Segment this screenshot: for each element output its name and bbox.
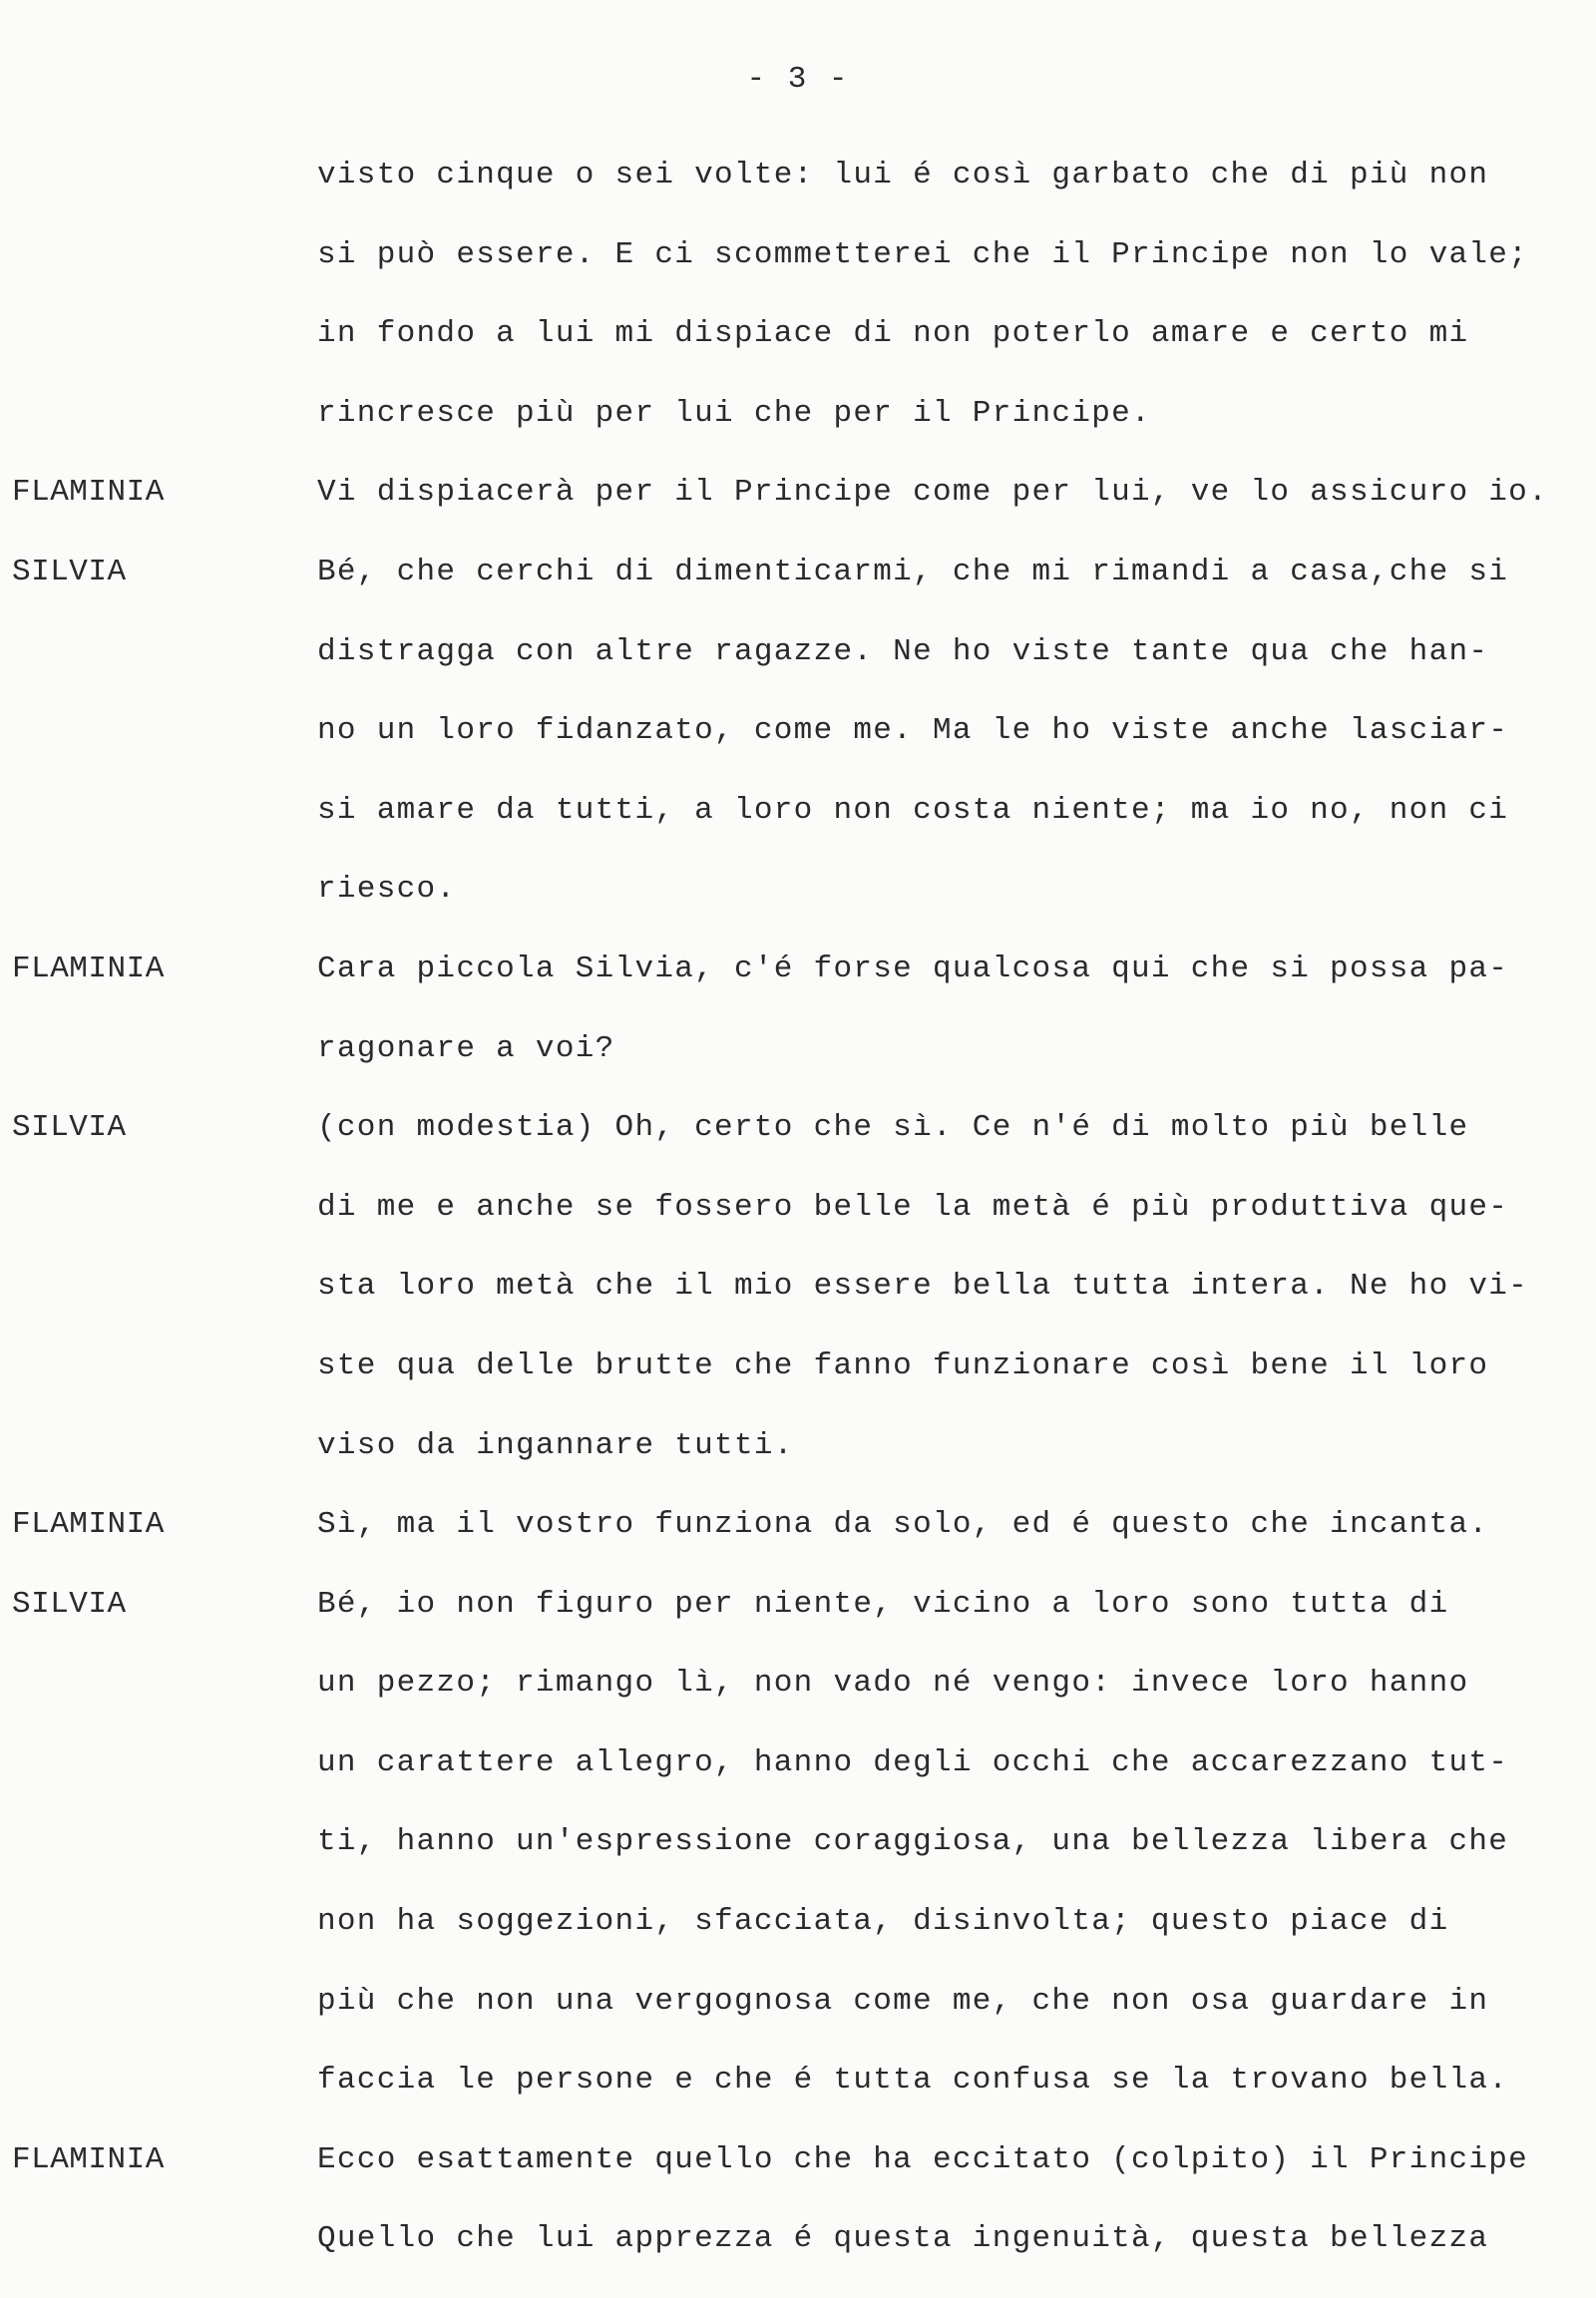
- script-line: [0, 215, 1596, 295]
- script-line: [0, 136, 1596, 215]
- dialogue-text: Bé, io non figuro per niente, vicino a loro sono tutta di: [317, 1586, 1449, 1622]
- script-line: [0, 2199, 1596, 2279]
- speaker-name: FLAMINIA: [12, 951, 165, 986]
- script-line: [0, 453, 1596, 533]
- script-line: [0, 612, 1596, 692]
- speaker-name: SILVIA: [12, 1110, 127, 1146]
- script-line: [0, 1962, 1596, 2042]
- speaker-name: SILVIA: [12, 554, 127, 589]
- dialogue-text: ti, hanno un'espressione coraggiosa, una bellezza libera che: [317, 1824, 1509, 1860]
- dialogue-text: no un loro fidanzato, come me. Ma le ho viste anche lasciar-: [317, 713, 1509, 749]
- dialogue-text: (con modestia) Oh, certo che sì. Ce n'é di molto più belle: [317, 1110, 1469, 1146]
- script-line: [0, 1644, 1596, 1724]
- script-line: [0, 1088, 1596, 1168]
- script-line: [0, 2041, 1596, 2120]
- dialogue-text: Quello che lui apprezza é questa ingenuità, questa bellezza: [317, 2221, 1489, 2257]
- script-line: [0, 1882, 1596, 1962]
- dialogue-text: di me e anche se fossero belle la metà é più produttiva que-: [317, 1189, 1509, 1225]
- dialogue-text: ste qua delle brutte che fanno funzionare così bene il loro: [317, 1347, 1489, 1383]
- dialogue-text: Sì, ma il vostro funziona da solo, ed é questo che incanta.: [317, 1507, 1489, 1543]
- script-line: [0, 294, 1596, 374]
- speaker-name: FLAMINIA: [12, 1507, 165, 1543]
- script-line: [0, 1565, 1596, 1645]
- script-line: [0, 850, 1596, 930]
- script-line: [0, 771, 1596, 851]
- dialogue-text: rincresce più per lui che per il Principe.: [317, 395, 1151, 431]
- dialogue-text: si può essere. E ci scommetterei che il Principe non lo vale;: [317, 236, 1529, 272]
- dialogue-text: un carattere allegro, hanno degli occhi che accarezzano tut-: [317, 1744, 1509, 1780]
- script-body: [0, 136, 1596, 2279]
- script-line: [0, 1724, 1596, 1803]
- dialogue-text: Cara piccola Silvia, c'é forse qualcosa qui che si possa pa-: [317, 951, 1509, 986]
- dialogue-text: più che non una vergognosa come me, che non osa guardare in: [317, 1983, 1489, 2019]
- script-line: [0, 1802, 1596, 1882]
- dialogue-text: Vi dispiacerà per il Principe come per lui, ve lo assicuro io.: [317, 475, 1548, 511]
- dialogue-text: un pezzo; rimango lì, non vado né vengo: invece loro hanno: [317, 1666, 1469, 1702]
- script-line: [0, 533, 1596, 612]
- speaker-name: SILVIA: [12, 1586, 127, 1622]
- script-line: [0, 2120, 1596, 2200]
- script-line: [0, 374, 1596, 454]
- dialogue-text: Ecco esattamente quello che ha eccitato (colpito) il Principe: [317, 2141, 1529, 2177]
- script-line: [0, 1009, 1596, 1089]
- speaker-name: FLAMINIA: [12, 475, 165, 511]
- dialogue-text: ragonare a voi?: [317, 1030, 615, 1066]
- dialogue-text: si amare da tutti, a loro non costa niente; ma io no, non ci: [317, 792, 1509, 828]
- dialogue-text: viso da ingannare tutti.: [317, 1427, 794, 1463]
- script-line: [0, 691, 1596, 771]
- script-line: [0, 1406, 1596, 1486]
- dialogue-text: in fondo a lui mi dispiace di non poterlo amare e certo mi: [317, 316, 1469, 352]
- dialogue-text: faccia le persone e che é tutta confusa se la trovano bella.: [317, 2063, 1509, 2099]
- speaker-name: FLAMINIA: [12, 2141, 165, 2177]
- script-line: [0, 1247, 1596, 1327]
- script-line: [0, 1327, 1596, 1406]
- dialogue-text: riesco.: [317, 872, 457, 908]
- dialogue-text: sta loro metà che il mio essere bella tutta intera. Ne ho vi-: [317, 1269, 1529, 1305]
- dialogue-text: distragga con altre ragazze. Ne ho viste tante qua che han-: [317, 633, 1489, 669]
- script-line: [0, 1485, 1596, 1565]
- script-line: [0, 930, 1596, 1009]
- page-number: - 3 -: [746, 62, 850, 97]
- dialogue-text: non ha soggezioni, sfacciata, disinvolta; questo piace di: [317, 1904, 1449, 1940]
- dialogue-text: visto cinque o sei volte: lui é così garbato che di più non: [317, 158, 1489, 192]
- script-line: [0, 1168, 1596, 1248]
- dialogue-text: Bé, che cerchi di dimenticarmi, che mi rimandi a casa,che si: [317, 554, 1509, 589]
